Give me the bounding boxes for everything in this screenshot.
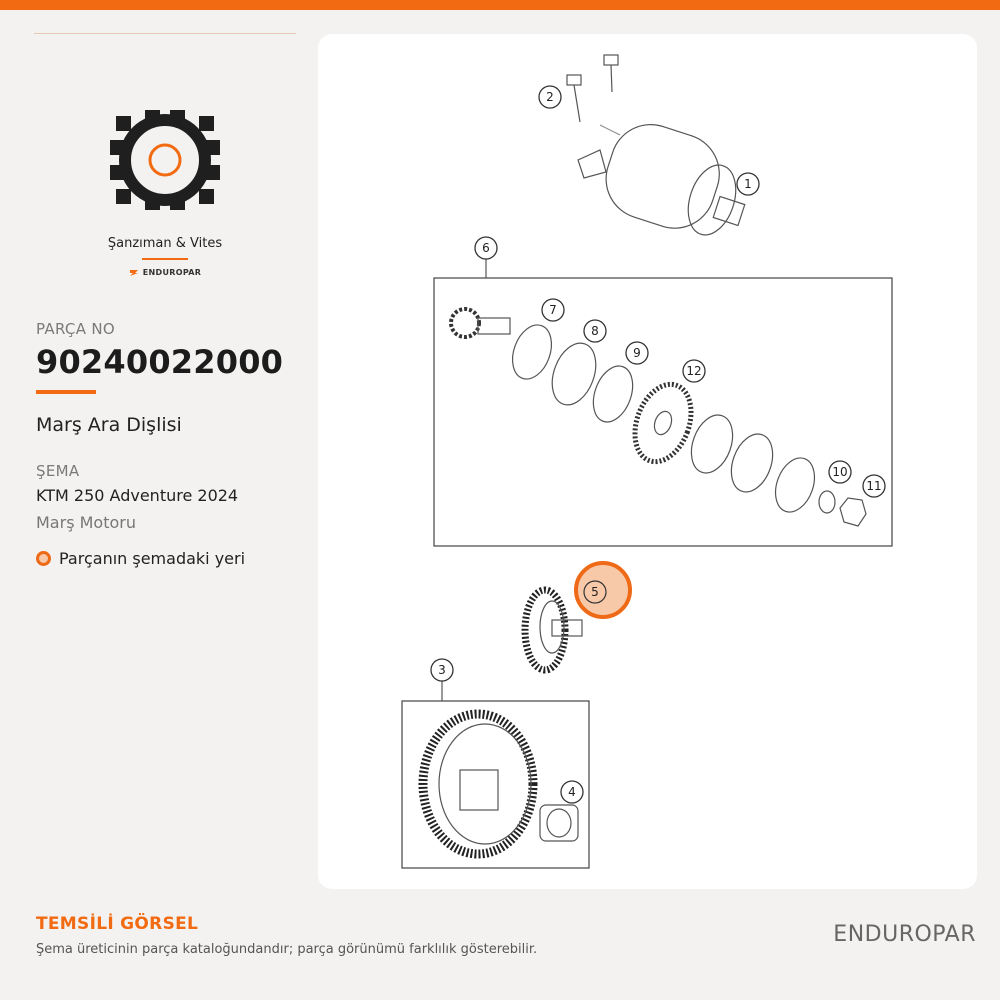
svg-text:3: 3 xyxy=(438,663,446,677)
washers-part xyxy=(506,320,640,428)
svg-text:9: 9 xyxy=(633,346,641,360)
idler-gear-part xyxy=(525,590,582,670)
callout-12 xyxy=(683,360,705,382)
callout-6 xyxy=(475,237,497,259)
callout-11 xyxy=(863,475,885,497)
schema-label: ŞEMA xyxy=(36,462,80,480)
top-divider xyxy=(34,33,296,34)
brand-category: Şanzıman & Vites xyxy=(107,236,223,251)
callout-1 xyxy=(737,173,759,195)
callout-10 xyxy=(829,461,851,483)
brand-logo-text: ENDUROPAR xyxy=(142,268,202,277)
gear-logo-icon xyxy=(100,100,230,220)
svg-text:6: 6 xyxy=(482,241,490,255)
svg-text:8: 8 xyxy=(591,324,599,338)
schema-group: Marş Motoru xyxy=(36,513,136,532)
top-accent-bar xyxy=(0,0,1000,10)
callout-8 xyxy=(584,320,606,342)
enduropar-mark-icon xyxy=(129,269,139,277)
exploded-diagram xyxy=(318,34,977,889)
schema-model: KTM 250 Adventure 2024 xyxy=(36,486,239,505)
part-name: Marş Ara Dişlisi xyxy=(36,414,182,436)
needle-bearing-part xyxy=(540,805,578,841)
legend xyxy=(36,549,245,568)
svg-text:1: 1 xyxy=(744,177,752,191)
svg-text:5: 5 xyxy=(591,585,599,599)
starter-motor-part xyxy=(578,114,745,241)
legend-marker-icon xyxy=(36,551,51,566)
callout-7 xyxy=(542,299,564,321)
primary-gear-part xyxy=(423,714,533,854)
svg-text:11: 11 xyxy=(866,479,882,493)
footer-title: TEMSİLİ GÖRSEL xyxy=(36,914,199,934)
svg-text:12: 12 xyxy=(686,364,702,378)
svg-text:7: 7 xyxy=(549,303,557,317)
legend-text: Parçanın şemadaki yeri xyxy=(59,549,246,568)
bolt-part xyxy=(567,55,618,122)
svg-text:10: 10 xyxy=(832,465,848,479)
brand-logo-small xyxy=(110,268,220,277)
part-number: 90240022000 xyxy=(36,343,284,381)
footer-brand: ENDUROPAR xyxy=(833,922,976,947)
callout-9 xyxy=(626,342,648,364)
callout-3 xyxy=(431,659,453,681)
part-number-underline xyxy=(36,390,96,394)
brand-underline xyxy=(142,258,188,260)
gear-12-part xyxy=(625,377,701,470)
starter-gear-shaft-part xyxy=(451,309,510,337)
part-number-label: PARÇA NO xyxy=(36,320,115,338)
svg-text:2: 2 xyxy=(546,90,554,104)
footer-note: Şema üreticinin parça kataloğundandır; parça görünümü farklılık gösterebilir. xyxy=(36,942,538,957)
svg-text:4: 4 xyxy=(568,785,576,799)
callout-4 xyxy=(561,781,583,803)
callout-2 xyxy=(539,86,561,108)
